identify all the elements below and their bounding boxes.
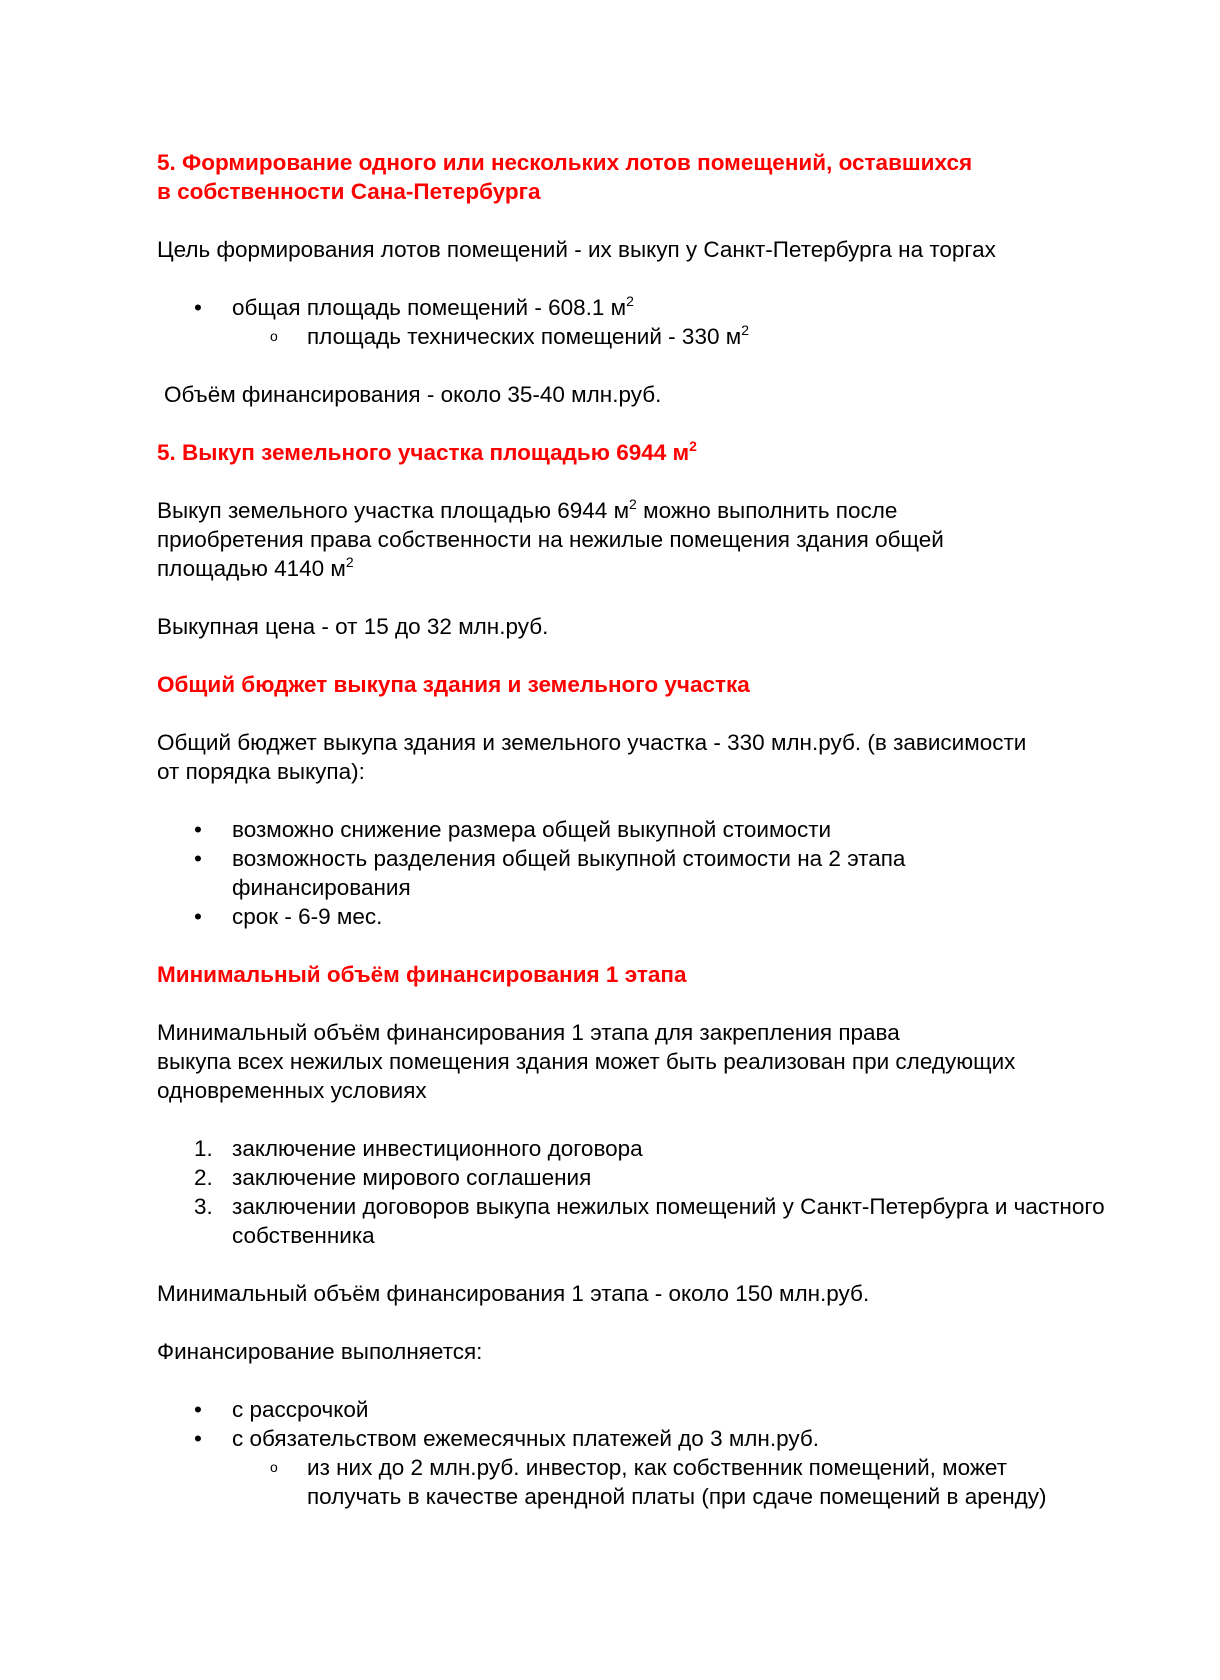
list-item	[157, 815, 1137, 844]
superscript: 2	[626, 293, 634, 309]
list-item	[157, 1134, 1137, 1163]
list-item	[157, 293, 1137, 322]
list-item	[157, 1453, 1097, 1511]
bullet-text: общая площадь помещений - 608.1 м	[232, 295, 627, 320]
list-item	[157, 322, 1137, 351]
bullet-icon: •	[194, 846, 202, 871]
superscript: 2	[629, 496, 637, 512]
superscript: 2	[741, 322, 749, 338]
list-number: 3.	[194, 1194, 213, 1219]
financing-intro: Финансирование выполняется:	[157, 1339, 483, 1364]
superscript: 2	[689, 438, 697, 454]
superscript: 2	[345, 554, 354, 570]
condition-text: заключение инвестиционного договора	[232, 1136, 643, 1161]
budget-list	[157, 815, 1137, 931]
financing-list	[157, 1395, 1137, 1511]
budget-paragraph	[157, 728, 1137, 786]
text-span: Минимальный объём финансирования 1 этапа для закрепления права	[157, 1020, 900, 1045]
bullet-text: срок - 6-9 мес.	[232, 904, 383, 929]
list-item	[157, 1395, 1137, 1424]
lots-purpose: Цель формирования лотов помещений - их выкуп у Санкт-Петербурга на торгах	[157, 237, 996, 262]
text-span: одновременных условиях	[157, 1078, 427, 1103]
bullet-icon: •	[194, 817, 202, 842]
heading-land	[157, 438, 1137, 467]
list-item	[157, 1163, 1137, 1192]
condition-text: заключении договоров выкупа нежилых помещений у Санкт-Петербурга и частного собственника	[232, 1194, 1105, 1248]
text-span: можно выполнить после	[636, 498, 898, 523]
text-span: приобретения права собственности на нежилые помещения здания общей	[157, 527, 944, 552]
list-number: 1.	[194, 1136, 213, 1161]
heading-lots-line1: 5. Формирование одного или нескольких лотов помещений, оставшихся	[157, 150, 973, 175]
list-item	[157, 1192, 1132, 1250]
stage1-paragraph	[157, 1018, 1137, 1105]
heading-lots	[157, 148, 1137, 206]
conditions-list	[157, 1134, 1137, 1250]
condition-text: заключение мирового соглашения	[232, 1165, 592, 1190]
lots-financing: Объём финансирования - около 35-40 млн.руб.	[164, 382, 662, 407]
heading-lots-line2: в собственности Сана-Петербурга	[157, 179, 541, 204]
text-span: от порядка выкупа):	[157, 759, 365, 784]
land-paragraph	[157, 496, 1137, 583]
bullet-icon: •	[194, 1426, 202, 1451]
sub-bullet-icon: o	[270, 1459, 278, 1475]
bullet-icon: •	[194, 904, 202, 929]
bullet-text: возможно снижение размера общей выкупной стоимости	[232, 817, 832, 842]
heading-stage1: Минимальный объём финансирования 1 этапа	[157, 962, 687, 987]
lots-area-list	[157, 293, 1137, 351]
sub-bullet-icon: o	[270, 328, 278, 344]
stage1-minimum: Минимальный объём финансирования 1 этапа - около 150 млн.руб.	[157, 1281, 870, 1306]
heading-budget: Общий бюджет выкупа здания и земельного участка	[157, 672, 750, 697]
list-item	[157, 1424, 1137, 1453]
bullet-icon: •	[194, 295, 202, 320]
list-number: 2.	[194, 1165, 213, 1190]
heading-land-text: 5. Выкуп земельного участка площадью 6944 м	[157, 440, 690, 465]
land-price: Выкупная цена - от 15 до 32 млн.руб.	[157, 614, 549, 639]
bullet-text: возможность разделения общей выкупной стоимости на 2 этапа финансирования	[232, 846, 906, 900]
list-item	[157, 844, 1012, 902]
text-span: площадью 4140 м	[157, 556, 346, 581]
text-span: Выкуп земельного участка площадью 6944 м	[157, 498, 630, 523]
sub-bullet-text: из них до 2 млн.руб. инвестор, как собственник помещений, может получать в качестве арендной платы (при сдаче помещений в аренду)	[307, 1455, 1047, 1509]
list-item	[157, 902, 1137, 931]
text-span: Общий бюджет выкупа здания и земельного участка - 330 млн.руб. (в зависимости	[157, 730, 1027, 755]
bullet-icon: •	[194, 1397, 202, 1422]
text-span: выкупа всех нежилых помещения здания может быть реализован при следующих	[157, 1049, 1016, 1074]
document-page	[157, 148, 1137, 1511]
sub-bullet-text: площадь технических помещений - 330 м	[307, 324, 742, 349]
bullet-text: с рассрочкой	[232, 1397, 369, 1422]
bullet-text: с обязательством ежемесячных платежей до 3 млн.руб.	[232, 1426, 820, 1451]
